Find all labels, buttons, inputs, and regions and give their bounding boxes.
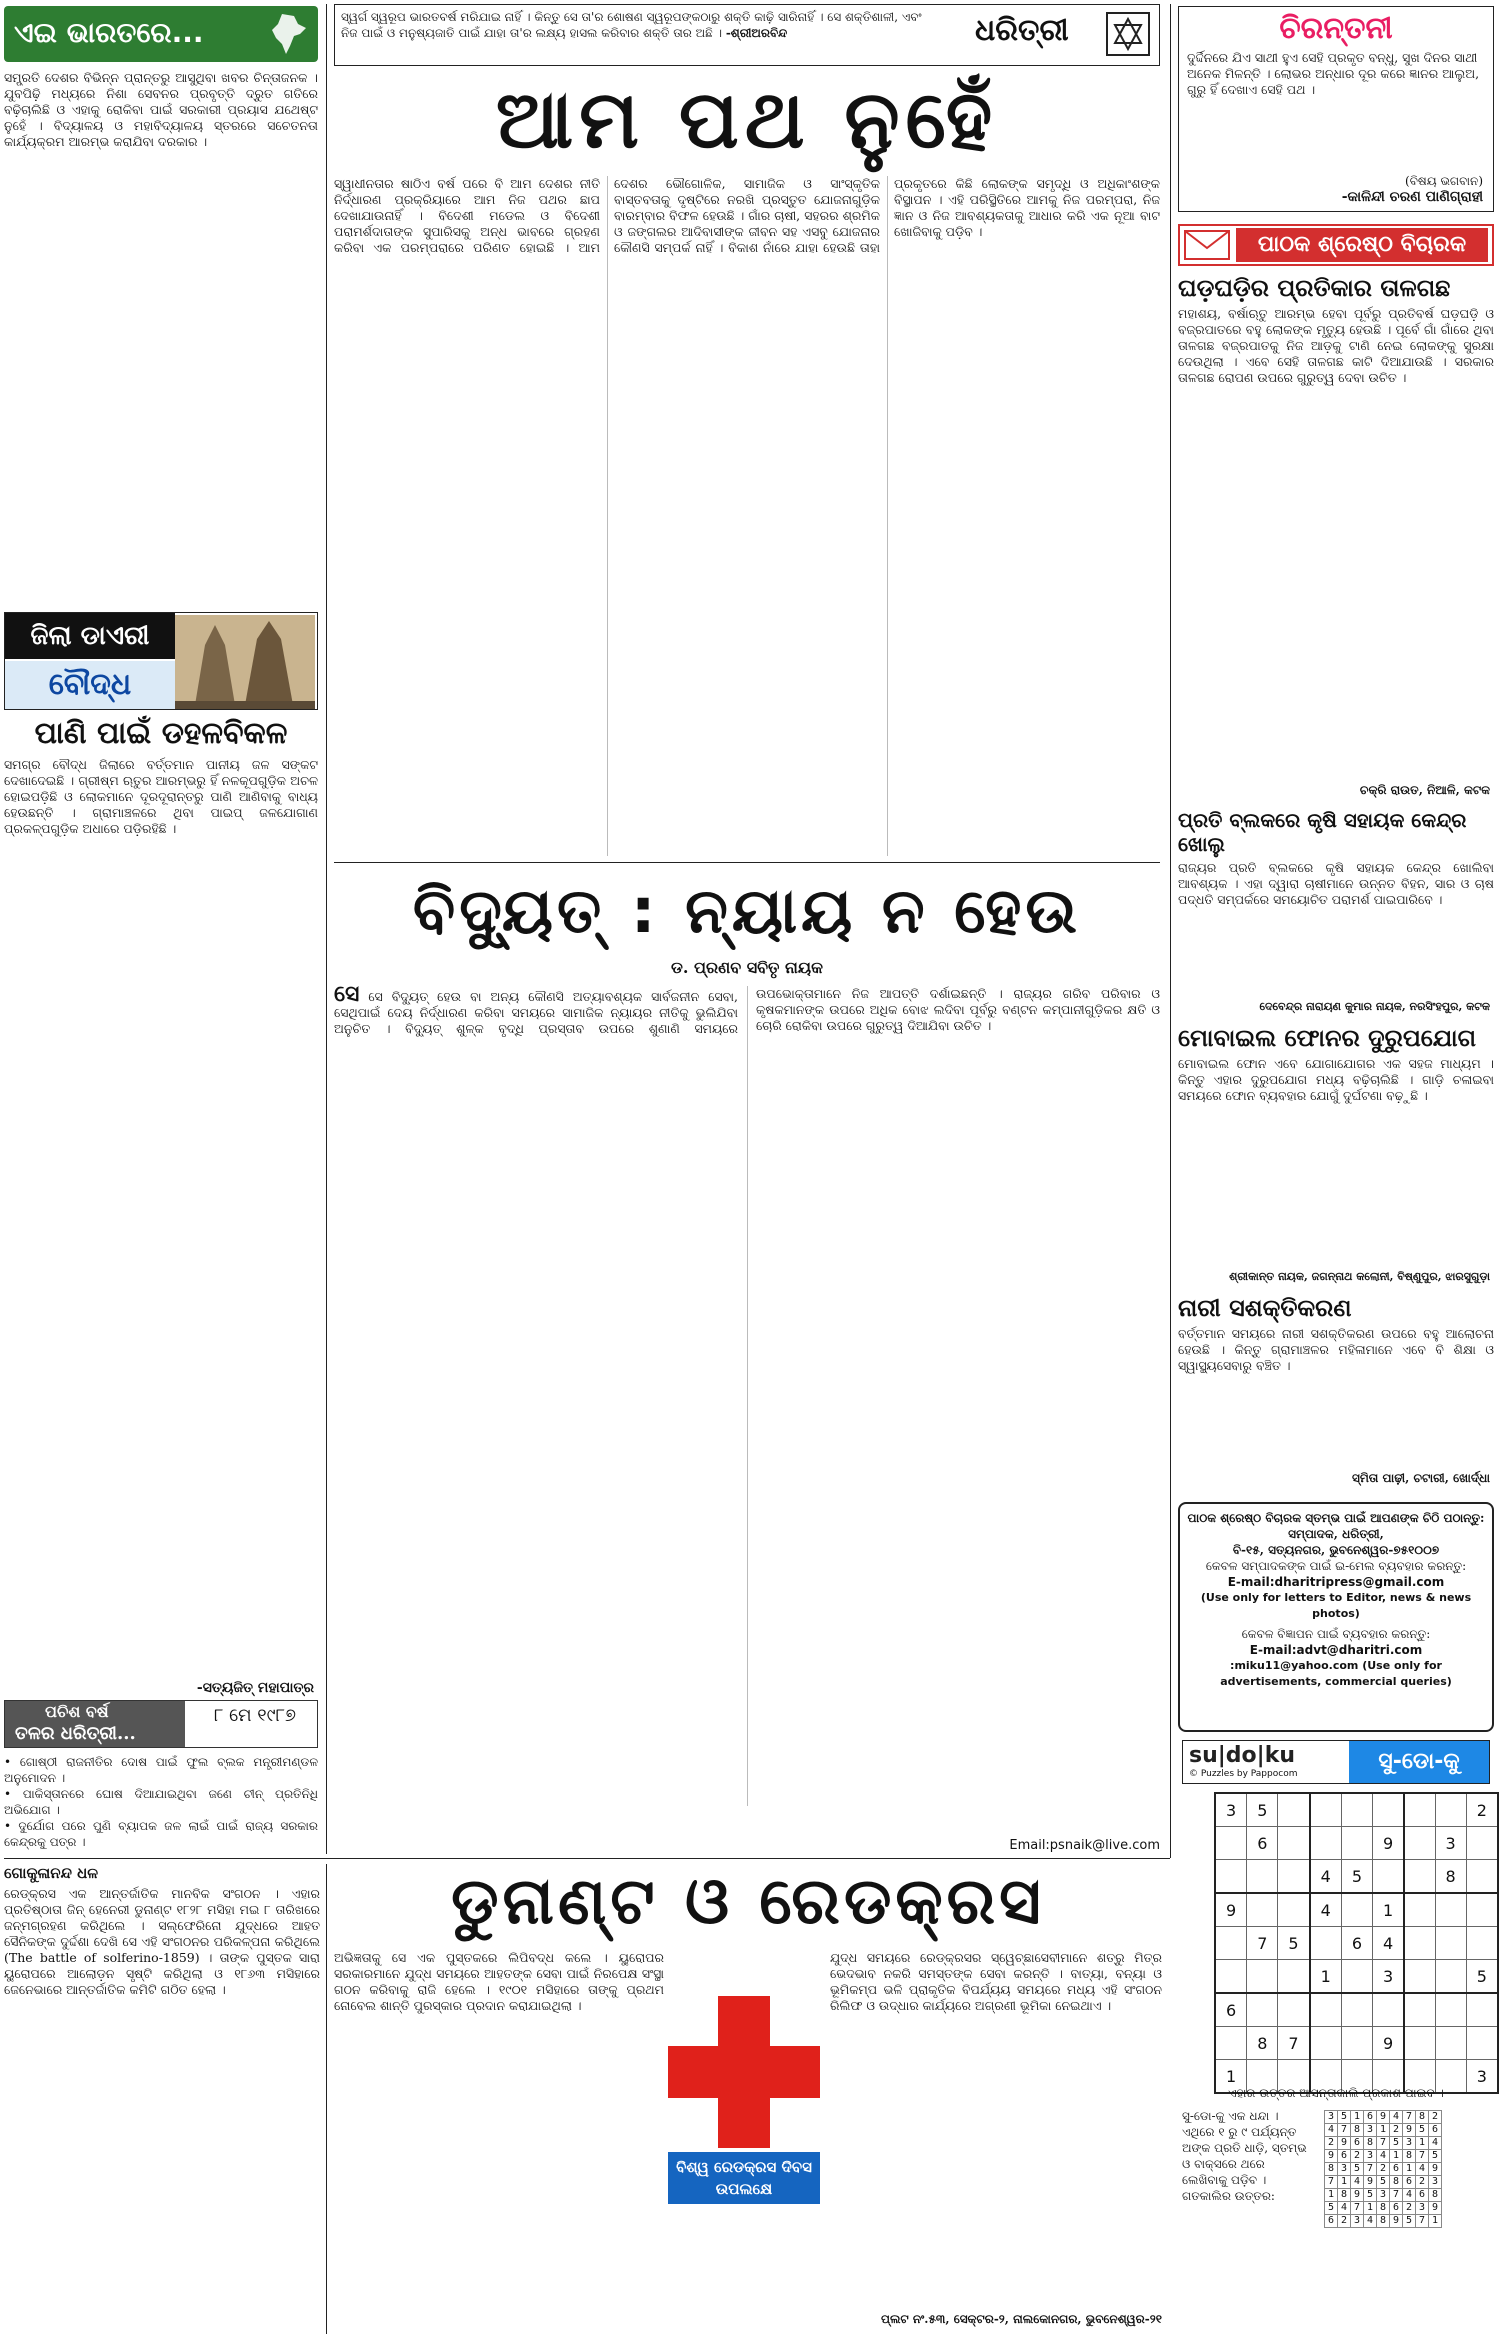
sudoku-cell[interactable]: 3 [1373,1960,1405,1994]
solution-cell: 2 [1416,2176,1429,2189]
red-cross-icon [668,1996,820,2148]
sudoku-cell[interactable]: 7 [1247,1927,1278,1960]
solution-cell: 2 [1429,2111,1442,2124]
sudoku-cell[interactable]: 4 [1310,1893,1342,1927]
divider [326,1864,327,2334]
sudoku-cell[interactable] [1247,1993,1278,2027]
archive-label-top: ପଚିଶ ବର୍ଷ [45,1702,109,1721]
sudoku-cell[interactable]: 1 [1310,1960,1342,1994]
dunant-headline: ଡୁନାଣ୍ଟ ଓ ରେଡକ୍ରସ [451,1865,1045,1939]
solution-cell: 2 [1403,2202,1416,2215]
sudoku-cell[interactable]: 3 [1466,2060,1498,2094]
sudoku-row [1215,1927,1498,1960]
solution-cell: 5 [1364,2189,1377,2202]
sudoku-table [1214,1792,1499,2094]
solution-cell: 2 [1338,2215,1351,2228]
sudoku-cell[interactable] [1404,1827,1435,1860]
divider [326,4,327,1854]
gokulananda-byline: ଗୋକୁଳାନନ୍ଦ ଧଳ [4,1864,99,1882]
divider [1170,4,1171,1858]
divider [4,1858,1170,1859]
sudoku-cell[interactable] [1215,1960,1247,1994]
sudoku-cell[interactable] [1435,2027,1466,2060]
solution-cell: 4 [1429,2137,1442,2150]
sudoku-cell[interactable] [1341,1793,1372,1827]
solution-cell: 2 [1351,2150,1364,2163]
sudoku-cell[interactable] [1466,1927,1498,1960]
solution-cell: 2 [1325,2137,1338,2150]
sudoku-cell[interactable] [1278,1793,1310,1827]
sudoku-row [1215,1893,1498,1927]
solution-row [1325,2124,1442,2137]
water-article [4,716,318,1696]
sudoku-cell[interactable] [1466,1893,1498,1927]
sudoku-cell[interactable]: 8 [1435,1860,1466,1894]
solution-cell: 8 [1364,2137,1377,2150]
district-diary [4,612,318,710]
sudoku-cell[interactable] [1278,1993,1310,2027]
solution-cell: 7 [1338,2124,1351,2137]
solution-cell: 9 [1351,2189,1364,2202]
solution-cell: 1 [1351,2111,1364,2124]
sudoku-brand: su|do|ku [1189,1743,1295,1768]
sudoku-cell[interactable]: 1 [1215,2060,1247,2094]
sudoku-cell[interactable] [1466,1860,1498,1894]
sudoku-cell[interactable] [1404,1793,1435,1827]
archive-items [4,1754,318,1854]
solution-cell: 6 [1364,2111,1377,2124]
sudoku-cell[interactable] [1215,2027,1247,2060]
gokulananda-article [4,1864,320,2334]
solution-cell: 6 [1429,2124,1442,2137]
red-cross-horizontal-bar [668,2046,820,2098]
solution-cell: 5 [1377,2176,1390,2189]
sudoku-title: ସୁ-ଡୋ-କୁ [1349,1741,1489,1783]
solution-cell: 8 [1403,2150,1416,2163]
letter-signature: ଦେବେନ୍ଦ୍ର ନାରାୟଣ କୁମାର ନାୟକ, ନରସିଂହପୁର, କଟକ [1259,1000,1490,1013]
sudoku-cell[interactable] [1215,1860,1247,1894]
solution-cell: 2 [1390,2124,1403,2137]
solution-cell: 7 [1416,2215,1429,2228]
letter-body: ବର୍ତ୍ତମାନ ସମୟରେ ନାରୀ ସଶକ୍ତିକରଣ ଉପରେ ବହୁ ଆଲୋଚନା ହେଉଛି । କିନ୍ତୁ ଗ୍ରାମାଞ୍ଚଳର ମହିଳାମାନେ ଏବେ ବି ଶିକ୍ଷା ଓ ସ୍ୱାସ୍ଥ୍ୟସେବାରୁ ବଞ୍ଚିତ । [1178,1326,1494,1373]
letter-item [1178,808,1494,1018]
sudoku-cell[interactable] [1404,1893,1435,1927]
sudoku-cell[interactable]: 5 [1466,1960,1498,1994]
left-column-article [4,70,318,610]
solution-row [1325,2176,1442,2189]
dunant-body-left: ଅଭିଜ୍ଞତାକୁ ସେ ଏକ ପୁସ୍ତକରେ ଲିପିବଦ୍ଧ କଲେ । ୟୁରୋପର ସରକାରମାନେ ଯୁଦ୍ଧ ସମୟରେ ଆହତଙ୍କ ସେବା ପାଇଁ ନିରପେକ୍ଷ ସଂସ୍ଥା ଗଠନ କରିବାକୁ ରାଜି ହେଲେ । ୧୯୦୧ ମସିହାରେ ତାଙ୍କୁ ପ୍ରଥମ ନୋବେଲ ଶାନ୍ତି ପୁରସ୍କାର ପ୍ରଦାନ କରାଯାଇଥିଲା । [334,1950,664,2013]
solution-cell: 9 [1390,2215,1403,2228]
solution-cell: 8 [1338,2189,1351,2202]
left-column-body: ସମ୍ପ୍ରତି ଦେଶର ବିଭିନ୍ନ ପ୍ରାନ୍ତରୁ ଆସୁଥିବା ଖବର ଚିନ୍ତାଜନକ । ଯୁବପିଢ଼ି ମଧ୍ୟରେ ନିଶା ସେବନର ପ୍ରବୃତ୍ତି ଦ୍ରୁତ ଗତିରେ ବଢ଼ିଚାଲିଛି ଓ ଏହାକୁ ରୋକିବା ପାଇଁ ସରକାରୀ ପ୍ରୟାସ ଯଥେଷ୍ଟ ନୁହେଁ । ବିଦ୍ୟାଳୟ ଓ ମହାବିଦ୍ୟାଳୟ ସ୍ତରରେ ସଚେତନତା କାର୍ଯ୍ୟକ୍ରମ ଆରମ୍ଭ କରାଯିବା ଦରକାର । [4,70,318,149]
editorial-headline: ଆମ ପଥ ନୁହେଁ [495,73,999,166]
sudoku-cell[interactable] [1404,1960,1435,1994]
dunant-address: ପ୍ଲଟ ନଂ.୫୩, ସେକ୍ଟର-୨, ନାଲକୋନଗର, ଭୁବନେଶ୍ୱର-୨୧ [881,2312,1162,2326]
solution-table [1324,2110,1442,2228]
dunant-body-right: ଯୁଦ୍ଧ ସମୟରେ ରେଡ୍‌କ୍ରସର ସ୍ୱେଚ୍ଛାସେବୀମାନେ ଶତ୍ରୁ ମିତ୍ର ଭେଦଭାବ ନକରି ସମସ୍ତଙ୍କ ସେବା କରନ୍ତି । ବାତ୍ୟା, ବନ୍ୟା ଓ ଭୂମିକମ୍ପ ଭଳି ପ୍ରାକୃତିକ ବିପର୍ଯ୍ୟୟ ସମୟରେ ମଧ୍ୟ ଏହି ସଂଗଠନ ରିଲିଫ ଓ ଉଦ୍ଧାର କାର୍ଯ୍ୟରେ ଅଗ୍ରଣୀ ଭୂମିକା ନେଇଥାଏ । [830,1950,1162,2013]
solution-cell: 1 [1364,2202,1377,2215]
solution-cell: 4 [1390,2111,1403,2124]
solution-cell: 3 [1351,2215,1364,2228]
sudoku-cell[interactable] [1435,1993,1466,2027]
water-author: -ସତ୍ୟଜିତ୍ ମହାପାତ୍ର [196,1680,314,1696]
solution-cell: 5 [1390,2137,1403,2150]
contact-box [1178,1502,1494,1732]
solution-row [1325,2189,1442,2202]
solution-cell: 3 [1429,2176,1442,2189]
sudoku-cell[interactable] [1278,1827,1310,1860]
india-map-icon [264,10,312,58]
electricity-body: ସେ ସେ ବିଦ୍ୟୁତ୍ ହେଉ ବା ଅନ୍ୟ କୌଣସି ଅତ୍ୟାବଶ୍ୟକ ସାର୍ବଜନୀନ ସେବା, ସେଥିପାଇଁ ଦେୟ ନିର୍ଦ୍ଧାରଣ କରିବା ସମୟରେ ସାମାଜିକ ନ୍ୟାୟର ନୀତିକୁ ଭୁଲିଯିବା ଅନୁଚିତ । ବିଦ୍ୟୁତ୍ ଶୁଳ୍କ ବୃଦ୍ଧି ପ୍ରସ୍ତାବ ଉପରେ ଶୁଣାଣି ସମୟରେ ଉପଭୋକ୍ତାମାନେ ନିଜ ଆପତ୍ତି ଦର୍ଶାଇଛନ୍ତି । ରାଜ୍ୟର ଗରିବ ପରିବାର ଓ କୃଷକମାନଙ୍କ ଉପରେ ଅଧିକ ବୋଝ ଲଦିବା ପୂର୍ବରୁ ବଣ୍ଟନ କମ୍ପାନୀଗୁଡ଼ିକର କ୍ଷତି ଓ ଚୋରି ରୋକିବା ଉପରେ ଗୁରୁତ୍ୱ ଦିଆଯିବା ଉଚିତ । [334,986,1160,1806]
sudoku-cell[interactable] [1435,1927,1466,1960]
solution-cell: 6 [1403,2176,1416,2189]
contact-address: ସମ୍ପାଦକ, ଧରିତ୍ରୀ, [1288,1527,1384,1541]
sudoku-cell[interactable] [1404,1927,1435,1960]
archive-item: • ପାକିସ୍ତାନରେ ଘୋଷ ଦିଆଯାଇଥିବା ଜଣେ ଚୀନ୍ ପ୍ରତିନିଧି ଅଭିଯୋଗ । [4,1787,318,1817]
sudoku-cell[interactable] [1466,1993,1498,2027]
sudoku-cell[interactable]: 5 [1341,1860,1372,1894]
solution-cell: 8 [1325,2163,1338,2176]
chirantani-box [1178,6,1494,212]
chirantani-author: -କାଳିନ୍ଦୀ ଚରଣ ପାଣିଗ୍ରାହୀ [1341,189,1483,205]
solution-cell: 3 [1416,2202,1429,2215]
solution-cell: 4 [1351,2176,1364,2189]
sudoku-cell[interactable] [1341,2027,1372,2060]
sudoku-row [1215,1793,1498,1827]
contact-email-ad[interactable]: E-mail:advt@dharitri.com [1249,1643,1423,1657]
solution-cell: 7 [1377,2137,1390,2150]
solution-cell: 5 [1351,2163,1364,2176]
sudoku-cell[interactable]: 9 [1215,1893,1247,1927]
sudoku-cell[interactable]: 7 [1278,2027,1310,2060]
solution-cell: 5 [1338,2111,1351,2124]
sudoku-cell[interactable]: 9 [1373,1827,1405,1860]
solution-cell: 4 [1403,2189,1416,2202]
sudoku-cell[interactable]: 6 [1341,1927,1372,1960]
sudoku-cell[interactable] [1435,1893,1466,1927]
sudoku-cell[interactable]: 5 [1247,1793,1278,1827]
solution-row [1325,2111,1442,2124]
sudoku-rules: ସୁ-ଡୋ-କୁ ଏକ ଧନ୍ଦା । ଏଥିରେ ୧ ରୁ ୯ ପର୍ଯ୍ୟନ୍ତ ଅଙ୍କ ପ୍ରତି ଧାଡ଼ି, ସ୍ତମ୍ଭ ଓ ବାକ୍ସରେ ଥରେ ଲେଖିବାକୁ ପଡ଼ିବ । ଗତକାଲିର ଉତ୍ତର: [1182,2109,1307,2203]
sudoku-cell[interactable] [1466,2027,1498,2060]
solution-cell: 9 [1364,2176,1377,2189]
sudoku-cell[interactable]: 4 [1373,1927,1405,1960]
archive-item: • ଗୋଷ୍ଠୀ ରାଜନୀତିର ଦୋଷ ପାଇଁ ଫୁଲ ବ୍ଲକ ମନ୍ତ୍ରୀମଣ୍ଡଳ ଅନୁମୋଦନ । [4,1755,318,1785]
solution-cell: 9 [1325,2150,1338,2163]
solution-cell: 1 [1338,2176,1351,2189]
masthead-quote-box [334,4,1160,66]
readers-banner [1178,224,1494,266]
previous-solution-grid [1324,2110,1442,2228]
contact-email-editor[interactable]: E-mail:dharitripress@gmail.com [1227,1575,1445,1589]
sudoku-cell[interactable]: 2 [1466,1793,1498,1827]
sudoku-cell[interactable]: 9 [1373,2027,1405,2060]
solution-cell: 8 [1416,2111,1429,2124]
sudoku-cell[interactable] [1278,1893,1310,1927]
readers-banner-title: ପାଠକ ଶ୍ରେଷ୍ଠ ବିଚାରକ [1236,228,1488,262]
contact-ad-label: କେବଳ ବିଜ୍ଞାପନ ପାଇଁ ବ୍ୟବହାର କରନ୍ତୁ: [1241,1627,1431,1641]
sudoku-cell[interactable] [1373,1860,1405,1894]
letter-body: ରାଜ୍ୟର ପ୍ରତି ବ୍ଲକରେ କୃଷି ସହାୟକ କେନ୍ଦ୍ର ଖୋଲିବା ଆବଶ୍ୟକ । ଏହା ଦ୍ୱାରା ଚାଷୀମାନେ ଉନ୍ନତ ବିହନ, ସାର ଓ ଚାଷ ପଦ୍ଧତି ସମ୍ପର୍କରେ ସମୟୋଚିତ ପରାମର୍ଶ ପାଇପାରିବେ । [1178,860,1494,907]
solution-cell: 1 [1403,2163,1416,2176]
solution-row [1325,2163,1442,2176]
sudoku-cell[interactable]: 6 [1215,1993,1247,2027]
solution-cell: 3 [1325,2111,1338,2124]
solution-cell: 3 [1377,2189,1390,2202]
sudoku-cell[interactable] [1247,1860,1278,1894]
solution-cell: 5 [1325,2202,1338,2215]
sudoku-cell[interactable] [1310,2027,1342,2060]
water-headline: ପାଣି ପାଇଁ ଡହଳବିକଳ [34,716,288,751]
solution-cell: 7 [1364,2163,1377,2176]
solution-cell: 6 [1390,2163,1403,2176]
sudoku-cell[interactable] [1278,1860,1310,1894]
envelope-icon [1184,230,1230,260]
solution-cell: 9 [1429,2202,1442,2215]
sudoku-cell[interactable] [1247,1893,1278,1927]
red-cross-caption: ବିଶ୍ୱ ରେଡକ୍ରସ ଦିବସ ଉପଲକ୍ଷେ [668,2152,820,2204]
solution-cell: 4 [1377,2150,1390,2163]
solution-cell: 7 [1403,2111,1416,2124]
sudoku-row [1215,1827,1498,1860]
letter-body: ମୋବାଇଲ ଫୋନ ଏବେ ଯୋଗାଯୋଗର ଏକ ସହଜ ମାଧ୍ୟମ । କିନ୍ତୁ ଏହାର ଦୁରୁପଯୋଗ ମଧ୍ୟ ବଢ଼ିଚାଲିଛି । ଗାଡ଼ି ଚଳାଇବା ସମୟରେ ଫୋନ ବ୍ୟବହାର ଯୋଗୁଁ ଦୁର୍ଘଟଣା ବଢ଼ୁଛି । [1178,1056,1494,1103]
contact-email-label: କେବଳ ସମ୍ପାଦକଙ୍କ ପାଇଁ ଇ-ମେଲ ବ୍ୟବହାର କରନ୍ତୁ: [1205,1559,1467,1573]
sudoku-cell[interactable] [1341,1993,1372,2027]
sudoku-credit: © Puzzles by Pappocom [1189,1769,1298,1779]
sudoku-cell[interactable] [1310,1827,1342,1860]
letter-headline: ଘଡ଼ଘଡ଼ିର ପ୍ରତିକାର ତାଳଗଛ [1178,274,1451,302]
letter-signature: ସ୍ମିତା ପାଢ଼ୀ, ଚଟାରୀ, ଖୋର୍ଦ୍ଧା [1352,1471,1490,1485]
sudoku-cell[interactable] [1373,1993,1405,2027]
solution-cell: 6 [1416,2189,1429,2202]
electricity-byline: ଡ. ପ୍ରଣବ ସବିତୃ ନାୟକ [671,958,823,977]
solution-cell: 6 [1338,2150,1351,2163]
star-emblem-icon [1105,11,1151,57]
solution-cell: 6 [1351,2137,1364,2150]
district-name: ବୌଦ୍ଧ [5,661,175,709]
contact-email-note: (Use only for letters to Editor, news & news photos) [1200,1591,1472,1620]
solution-cell: 9 [1338,2137,1351,2150]
sudoku-cell[interactable] [1404,1860,1435,1894]
contact-intro: ପାଠକ ଶ୍ରେଷ୍ଠ ବିଚାରକ ସ୍ତମ୍ଭ ପାଇଁ ଆପଣଙ୍କ ଚିଠି ପଠାନ୍ତୁ: [1187,1511,1485,1525]
solution-cell: 8 [1377,2215,1390,2228]
solution-cell: 1 [1377,2124,1390,2137]
solution-cell: 4 [1338,2202,1351,2215]
sudoku-grid [1214,1792,1499,2094]
sudoku-cell[interactable] [1341,1827,1372,1860]
district-diary-label: ଜିଲା ଡାଏରୀ [5,613,175,659]
solution-cell: 4 [1364,2215,1377,2228]
sudoku-cell[interactable]: 8 [1247,2027,1278,2060]
sudoku-cell[interactable] [1435,1793,1466,1827]
solution-cell: 8 [1390,2176,1403,2189]
solution-cell: 8 [1377,2202,1390,2215]
solution-cell: 5 [1429,2150,1442,2163]
sudoku-row [1215,2027,1498,2060]
letter-headline: ମୋବାଇଲ ଫୋନର ଦୁରୁପଯୋଗ [1178,1024,1477,1052]
sudoku-row [1215,1993,1498,2027]
sudoku-cell[interactable]: 3 [1215,1793,1247,1827]
solution-cell: 6 [1325,2215,1338,2228]
solution-row [1325,2202,1442,2215]
sudoku-cell[interactable] [1373,1793,1405,1827]
solution-cell: 3 [1403,2137,1416,2150]
divider [334,862,1160,863]
solution-cell: 8 [1429,2189,1442,2202]
electricity-headline: ବିଦ୍ୟୁତ୍‌ : ନ୍ୟାୟ ନ ହେଉ [412,874,1082,947]
sudoku-cell[interactable]: 4 [1310,1860,1342,1894]
solution-cell: 9 [1403,2124,1416,2137]
sudoku-cell[interactable] [1215,1827,1247,1860]
archive-box [4,1700,318,1748]
archive-item: • ଦୁର୍ଯୋଗ ପରେ ପୁଣି ବ୍ୟାପକ ଜଳ ଲାଇଁ ପାଇଁ ରାଜ୍ୟ ସରକାର କେନ୍ଦ୍ରକୁ ପତ୍ର । [4,1819,318,1849]
sudoku-cell[interactable] [1310,1993,1342,2027]
sudoku-cell[interactable] [1310,1927,1342,1960]
chirantani-source: (ବିଷୟ ଭଗବାନ) [1405,174,1483,188]
red-cross-graphic [668,1996,820,2204]
drop-cap: ସେ [334,986,360,1007]
solution-cell: 7 [1325,2176,1338,2189]
temple-photo [175,615,315,709]
sudoku-cell[interactable]: 1 [1373,1893,1405,1927]
solution-cell: 1 [1429,2215,1442,2228]
archive-date: ୮ ମେ ୧୯୮୭ [213,1705,297,1726]
banner-title: ଏଇ ଭାରତରେ... [14,16,204,49]
letter-item [1178,1024,1494,1288]
letter-headline: ନାରୀ ସଶକ୍ତିକରଣ [1178,1294,1352,1322]
solution-cell: 3 [1364,2124,1377,2137]
solution-cell: 1 [1325,2189,1338,2202]
solution-cell: 8 [1351,2124,1364,2137]
letter-signature: ଚକ୍ରି ରାଉତ, ନିଆଳି, କଟକ [1359,783,1490,797]
electricity-email: Email:psnaik@live.com [1009,1838,1160,1853]
letter-body: ମହାଶୟ, ବର୍ଷାଋତୁ ଆରମ୍ଭ ହେବା ପୂର୍ବରୁ ପ୍ରତିବର୍ଷ ଘଡ଼ଘଡ଼ି ଓ ବଜ୍ରପାତରେ ବହୁ ଲୋକଙ୍କ ମୃତ୍ୟୁ ହେଉଛି । ପୂର୍ବେ ଗାଁ ଗାଁରେ ଥିବା ତାଳଗଛ ବଜ୍ରପାତକୁ ନିଜ ଆଡ଼କୁ ଟାଣି ନେଇ ଲୋକଙ୍କୁ ସୁରକ୍ଷା ଦେଉଥିଲା । ଏବେ ସେହି ତାଳଗଛ କାଟି ଦିଆଯାଉଛି । ସରକାର ତାଳଗଛ ରୋପଣ ଉପରେ ଗୁରୁତ୍ୱ ଦେବା ଉଚିତ । [1178,306,1494,385]
solution-cell: 4 [1325,2124,1338,2137]
letter-signature: ଶ୍ରୀକାନ୍ତ ନାୟକ, ଜଗନ୍ନାଥ କଲୋନୀ, ବିଷ୍ଣୁପୁର, ଝାରସୁଗୁଡ଼ା [1229,1270,1490,1283]
sudoku-cell[interactable]: 6 [1247,1827,1278,1860]
solution-cell: 3 [1364,2150,1377,2163]
sudoku-header [1182,1740,1490,1784]
solution-cell: 9 [1429,2163,1442,2176]
sudoku-cell[interactable] [1466,1827,1498,1860]
sudoku-row [1215,1860,1498,1894]
sudoku-row [1215,1960,1498,1994]
chirantani-poem: ଦୁର୍ଦ୍ଦିନରେ ଯିଏ ସାଥୀ ହୁଏ ସେହି ପ୍ରକୃତ ବନ୍ଧୁ, ସୁଖ ଦିନର ସାଥୀ ଅନେକ ମିଳନ୍ତି । ଲୋଭର ଅନ୍ଧାର ଦୂର କରେ ଜ୍ଞାନର ଆଲୁଅ, ଗୁରୁ ହିଁ ଦେଖାଏ ସେହି ପଥ । [1187,50,1480,97]
sudoku-cell[interactable]: 5 [1278,1927,1310,1960]
solution-cell: 2 [1377,2163,1390,2176]
sudoku-cell[interactable] [1215,1927,1247,1960]
solution-cell: 9 [1377,2111,1390,2124]
sudoku-cell[interactable]: 3 [1435,1827,1466,1860]
gokulananda-body: ରେଡ୍‌କ୍ରସ ଏକ ଆନ୍ତର୍ଜାତିକ ମାନବିକ ସଂଗଠନ । ଏହାର ପ୍ରତିଷ୍ଠାତା ଜିନ୍ ହେନେରୀ ଡୁନାଣ୍ଟ ୧୮୨୮ ମସିହା ମଇ ୮ ତାରିଖରେ ଜନ୍ମଗ୍ରହଣ କରିଥିଲେ । ସଲ୍‌ଫେରିନୋ ଯୁଦ୍ଧରେ ଆହତ ସୈନିକଙ୍କ ଦୁର୍ଦ୍ଦଶା ଦେଖି ସେ ଏହି ସଂଗଠନର ପରିକଳ୍ପନା କରିଥିଲେ (The battle of solferino-1859) । ତାଙ୍କ ପୁସ୍ତକ ସାରା ୟୁରୋପରେ ଆଲୋଡ଼ନ ସୃଷ୍ଟି କରିଥିଲା ଓ ୧୮୬୩ ମସିହାରେ ଜେନେଭାରେ ଆନ୍ତର୍ଜାତିକ କମିଟି ଗଠିତ ହେଲା । [4,1886,320,1997]
solution-cell: 7 [1351,2202,1364,2215]
archive-label-bottom: ତଳର ଧରିତ୍ରୀ... [15,1723,136,1744]
solution-cell: 5 [1416,2124,1429,2137]
solution-cell: 5 [1403,2215,1416,2228]
masthead-quote: ସ୍ୱର୍ଗ ସ୍ୱରୂପ ଭାରତବର୍ଷ ମରିଯାଇ ନାହିଁ । କିନ୍ତୁ ସେ ତା'ର ଶୋଷଣ ସ୍ୱରୂପଙ୍କଠାରୁ ଶକ୍ତି କାଢ଼ି ସାରିନାହିଁ । ସେ ଶକ୍ତିଶାଳୀ, ଏବଂ ନିଜ ପାଇଁ ଓ ମନୁଷ୍ୟଜାତି ପାଇଁ ଯାହା ତା'ର ଲକ୍ଷ୍ୟ ହାସଲ କରିବାର ଶକ୍ତି ତାର ଅଛି । -ଶ୍ରୀଅରବିନ୍ଦ [341,10,922,40]
sudoku-cell[interactable] [1435,1960,1466,1994]
sudoku-cell[interactable] [1341,1893,1372,1927]
top-left-banner [4,6,318,62]
sudoku-cell[interactable] [1341,1960,1372,1994]
sudoku-cell[interactable] [1404,1993,1435,2027]
letter-item [1178,274,1494,802]
chirantani-title: ଚିରନ୍ତନୀ [1279,11,1393,46]
contact-address: ବି-୧୫, ସତ୍ୟନଗର, ଭୁବନେଶ୍ୱର-୭୫୧୦୦୭ [1232,1543,1440,1557]
letter-headline: ପ୍ରତି ବ୍ଲକରେ କୃଷି ସହାୟକ କେନ୍ଦ୍ର ଖୋଲୁ [1178,808,1467,856]
solution-cell: 3 [1338,2163,1351,2176]
sudoku-solution-label: ଏହାର ଉତ୍ତର ଆସନ୍ତାକାଲି ପ୍ରକାଶ ପାଇବ । [1228,2086,1444,2100]
sudoku-cell[interactable] [1278,1960,1310,1994]
sudoku-cell[interactable] [1310,1793,1342,1827]
solution-row [1325,2137,1442,2150]
solution-cell: 7 [1416,2150,1429,2163]
solution-cell: 7 [1390,2189,1403,2202]
letter-item [1178,1294,1494,1490]
solution-cell: 4 [1416,2163,1429,2176]
editorial-body: ସ୍ୱାଧୀନତାର ଷାଠିଏ ବର୍ଷ ପରେ ବି ଆମ ଦେଶର ନୀତି ନିର୍ଦ୍ଧାରଣ ପ୍ରକ୍ରିୟାରେ ଆମ ନିଜ ପଥର ଛାପ ଦେଖାଯାଉନାହିଁ । ବିଦେଶୀ ମଡେଲ ଓ ବିଦେଶୀ ପରାମର୍ଶଦାତାଙ୍କ ସୁପାରିସକୁ ଅନ୍ଧ ଭାବରେ ଗ୍ରହଣ କରିବା ଏକ ପରମ୍ପରାରେ ପରିଣତ ହୋଇଛି । ଆମ ଦେଶର ଭୌଗୋଳିକ, ସାମାଜିକ ଓ ସାଂସ୍କୃତିକ ବାସ୍ତବତାକୁ ଦୃଷ୍ଟିରେ ନରଖି ପ୍ରସ୍ତୁତ ଯୋଜନାଗୁଡ଼ିକ ବାରମ୍ବାର ବିଫଳ ହେଉଛି । ଗାଁର ଚାଷୀ, ସହରର ଶ୍ରମିକ ଓ ଜଙ୍ଗଲର ଆଦିବାସୀଙ୍କ ଜୀବନ ସହ ଏସବୁ ଯୋଜନାର କୌଣସି ସମ୍ପର୍କ ନାହିଁ । ବିକାଶ ନାଁରେ ଯାହା ହେଉଛି ତାହା ପ୍ରକୃତରେ କିଛି ଲୋକଙ୍କ ସମୃଦ୍ଧି ଓ ଅଧିକାଂଶଙ୍କ ବିସ୍ଥାପନ । ଏହି ପରିସ୍ଥିତିରେ ଆମକୁ ନିଜ ପରମ୍ପରା, ନିଜ ଜ୍ଞାନ ଓ ନିଜ ଆବଶ୍ୟକତାକୁ ଆଧାର କରି ଏକ ନୂଆ ବାଟ ଖୋଜିବାକୁ ପଡ଼ିବ । [334,176,1160,255]
contact-email-ad[interactable]: :miku11@yahoo.com (Use only for advertisements, commercial queries) [1220,1659,1452,1688]
masthead-brand: ଧରିତ୍ରୀ [975,13,1069,48]
solution-cell: 6 [1390,2202,1403,2215]
sudoku-cell[interactable] [1404,2027,1435,2060]
solution-cell: 1 [1390,2150,1403,2163]
sudoku-cell[interactable] [1247,1960,1278,1994]
solution-row [1325,2215,1442,2228]
solution-row [1325,2150,1442,2163]
water-body: ସମଗ୍ର ବୌଦ୍ଧ ଜିଲାରେ ବର୍ତ୍ତମାନ ପାନୀୟ ଜଳ ସଙ୍କଟ ଦେଖାଦେଇଛି । ଗ୍ରୀଷ୍ମ ଋତୁର ଆରମ୍ଭରୁ ହିଁ ନଳକୂପଗୁଡ଼ିକ ଅଚଳ ହୋଇପଡ଼ିଛି ଓ ଲୋକମାନେ ଦୂରଦୂରାନ୍ତରୁ ପାଣି ଆଣିବାକୁ ବାଧ୍ୟ ହେଉଛନ୍ତି । ଗ୍ରାମାଞ୍ଚଳରେ ଥିବା ପାଇପ୍ ଜଳଯୋଗାଣ ପ୍ରକଳ୍ପଗୁଡ଼ିକ ଅଧାରେ ପଡ଼ିରହିଛି । [4,757,318,836]
solution-cell: 1 [1416,2137,1429,2150]
